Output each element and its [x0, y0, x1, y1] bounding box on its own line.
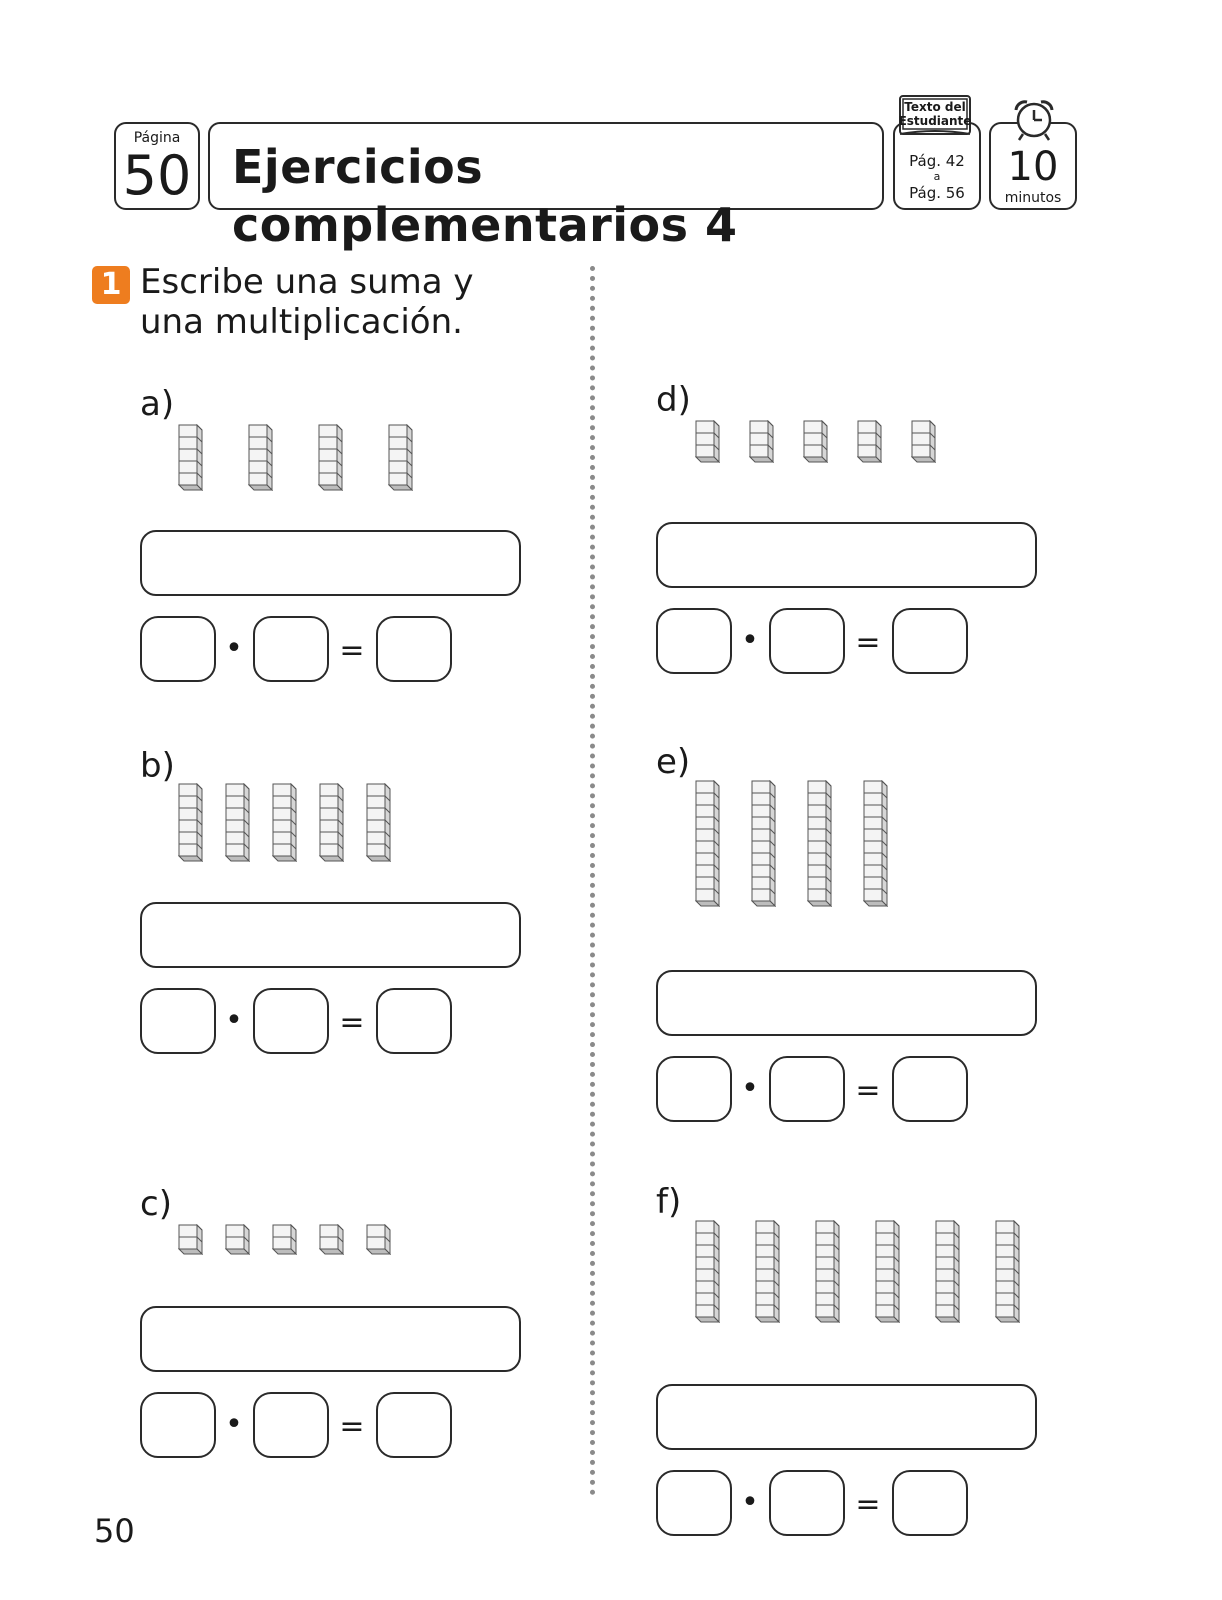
cube-tower-icon	[935, 1220, 960, 1327]
item-label-f: f)	[656, 1182, 682, 1222]
item-label-d: d)	[656, 380, 691, 420]
product-box-d[interactable]	[892, 608, 968, 674]
cube-tower-icon	[319, 783, 344, 866]
product-box-a[interactable]	[376, 616, 452, 682]
page-number: 50	[122, 144, 192, 207]
equals-operator: =	[855, 1073, 881, 1108]
equals-operator: =	[339, 633, 365, 668]
factor-1-box-e[interactable]	[656, 1056, 732, 1122]
time-unit: minutos	[1004, 190, 1062, 206]
cube-tower-icon	[695, 1220, 720, 1327]
times-operator: •	[741, 1071, 759, 1106]
addition-answer-box-a[interactable]	[140, 530, 521, 596]
footer-page-number: 50	[94, 1512, 135, 1550]
equals-operator: =	[339, 1005, 365, 1040]
cube-tower-icon	[388, 424, 413, 495]
page-label: Página	[133, 130, 181, 146]
cube-tower-icon	[857, 420, 882, 467]
cube-tower-icon	[807, 780, 832, 911]
cube-tower-icon	[318, 424, 343, 495]
cube-tower-icon	[248, 424, 273, 495]
addition-answer-box-d[interactable]	[656, 522, 1037, 588]
item-label-b: b)	[140, 746, 175, 786]
book-icon	[896, 94, 974, 138]
cube-tower-icon	[803, 420, 828, 467]
factor-1-box-c[interactable]	[140, 1392, 216, 1458]
cube-tower-icon	[875, 1220, 900, 1327]
addition-answer-box-f[interactable]	[656, 1384, 1037, 1450]
item-label-a: a)	[140, 384, 175, 424]
times-operator: •	[741, 1485, 759, 1520]
exercise-number-badge: 1	[92, 266, 130, 304]
ref-separator: a	[933, 170, 941, 183]
product-box-c[interactable]	[376, 1392, 452, 1458]
factor-1-box-b[interactable]	[140, 988, 216, 1054]
cube-tower-icon	[272, 1224, 297, 1259]
factor-1-box-f[interactable]	[656, 1470, 732, 1536]
page-number-tab	[114, 122, 200, 210]
factor-2-box-b[interactable]	[253, 988, 329, 1054]
cube-tower-icon	[225, 1224, 250, 1259]
cube-tower-icon	[272, 783, 297, 866]
cube-tower-icon	[995, 1220, 1020, 1327]
times-operator: •	[225, 631, 243, 666]
alarm-clock-icon	[1007, 96, 1061, 144]
times-operator: •	[225, 1003, 243, 1038]
addition-answer-box-c[interactable]	[140, 1306, 521, 1372]
product-box-f[interactable]	[892, 1470, 968, 1536]
factor-1-box-d[interactable]	[656, 608, 732, 674]
cube-tower-icon	[751, 780, 776, 911]
cube-tower-icon	[225, 783, 250, 866]
equals-operator: =	[855, 1487, 881, 1522]
factor-1-box-a[interactable]	[140, 616, 216, 682]
ref-from: Pág. 42	[909, 152, 965, 170]
title-box	[208, 122, 884, 252]
factor-2-box-a[interactable]	[253, 616, 329, 682]
cube-tower-icon	[749, 420, 774, 467]
book-label-line1: Texto del	[904, 100, 966, 114]
cube-tower-icon	[366, 783, 391, 866]
cube-tower-icon	[815, 1220, 840, 1327]
cube-tower-icon	[178, 783, 203, 866]
cube-tower-icon	[319, 1224, 344, 1259]
item-label-c: c)	[140, 1184, 172, 1224]
cube-tower-icon	[366, 1224, 391, 1259]
factor-2-box-f[interactable]	[769, 1470, 845, 1536]
factor-2-box-e[interactable]	[769, 1056, 845, 1122]
item-label-e: e)	[656, 742, 691, 782]
instruction-line-2: una multiplicación.	[140, 302, 463, 342]
instruction-line-1: Escribe una suma y	[140, 262, 474, 302]
product-box-b[interactable]	[376, 988, 452, 1054]
cube-tower-icon	[695, 420, 720, 467]
factor-2-box-c[interactable]	[253, 1392, 329, 1458]
cube-tower-icon	[178, 424, 203, 495]
cube-tower-icon	[911, 420, 936, 467]
addition-answer-box-b[interactable]	[140, 902, 521, 968]
cube-tower-icon	[695, 780, 720, 911]
time-value: 10	[1007, 144, 1059, 190]
instruction	[140, 262, 474, 342]
times-operator: •	[741, 623, 759, 658]
column-divider	[590, 266, 595, 1496]
addition-answer-box-e[interactable]	[656, 970, 1037, 1036]
times-operator: •	[225, 1407, 243, 1442]
cube-tower-icon	[755, 1220, 780, 1327]
equals-operator: =	[855, 625, 881, 660]
factor-2-box-d[interactable]	[769, 608, 845, 674]
equals-operator: =	[339, 1409, 365, 1444]
product-box-e[interactable]	[892, 1056, 968, 1122]
cube-tower-icon	[863, 780, 888, 911]
ref-to: Pág. 56	[909, 184, 965, 202]
book-label-line2: Estudiante	[898, 114, 972, 128]
cube-tower-icon	[178, 1224, 203, 1259]
page-title: Ejercicios complementarios 4	[232, 140, 738, 252]
